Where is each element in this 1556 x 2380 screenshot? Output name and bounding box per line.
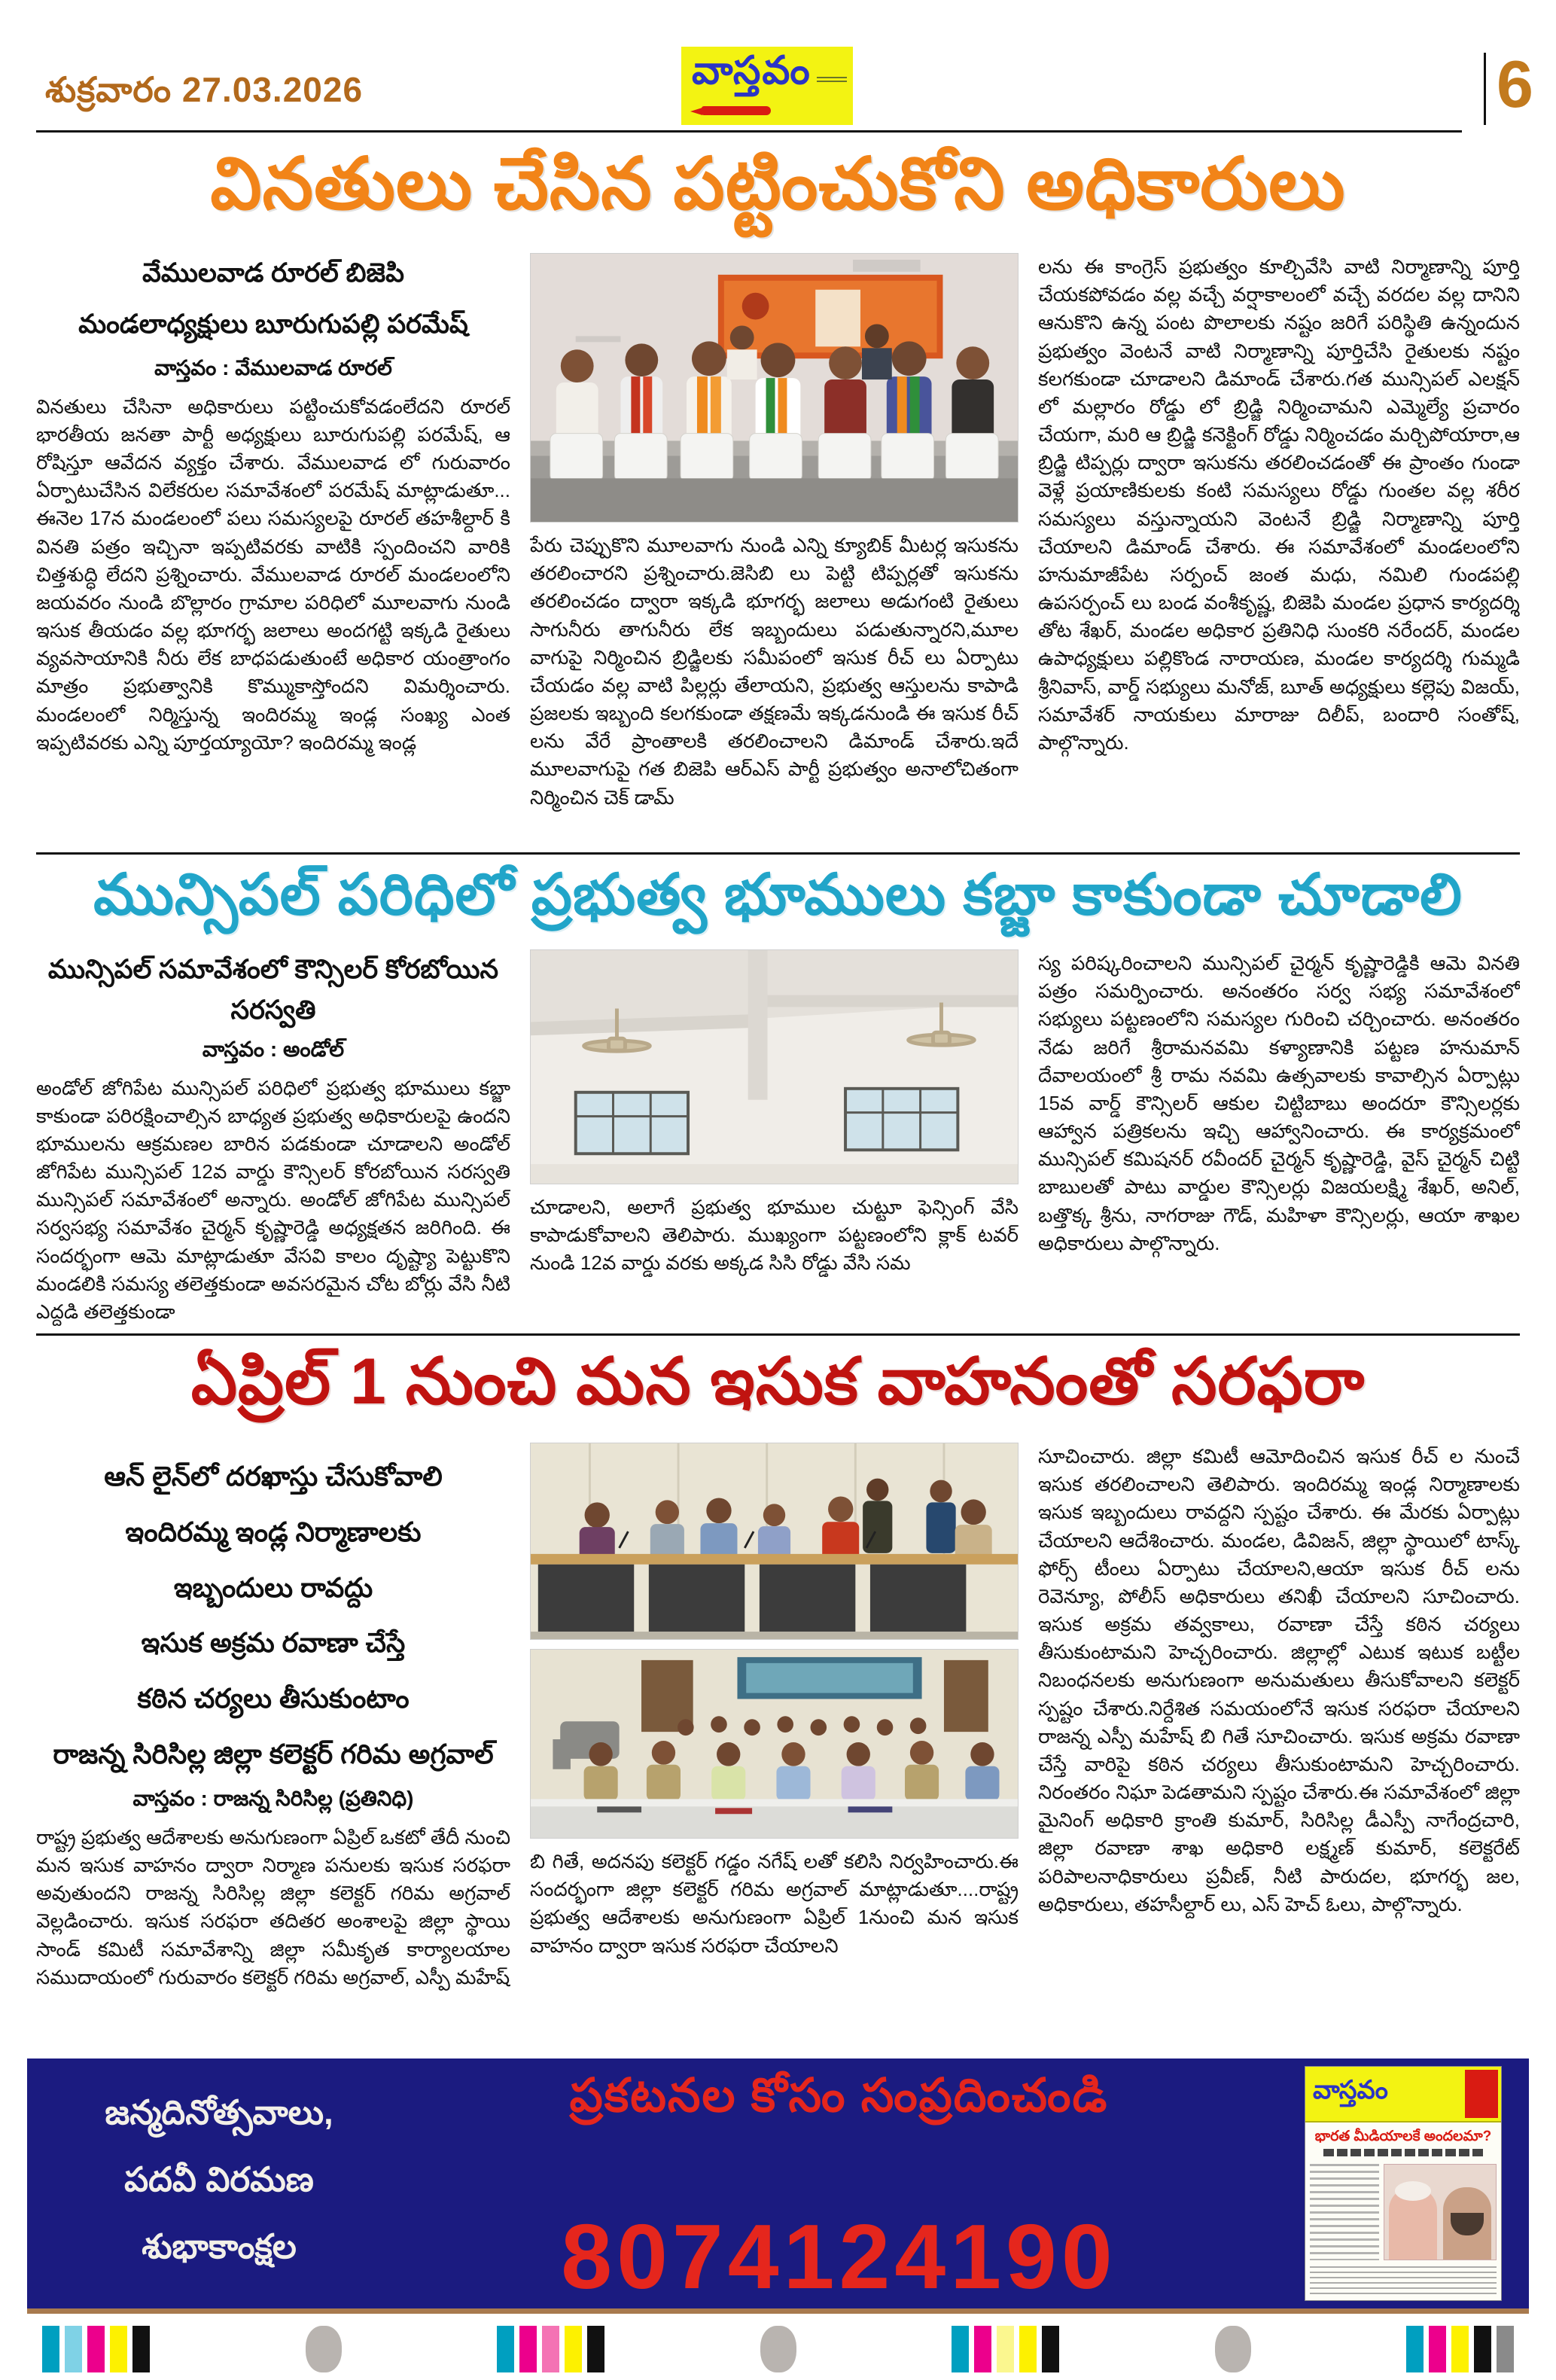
ad-center	[381, 2059, 1297, 2308]
article1-headline: వినతులు చేసిన పట్టించుకోని అధికారులు	[210, 144, 1346, 224]
article1-middle-column	[530, 253, 1019, 845]
article2-left-body: అండోల్ జోగిపేట మున్సిపల్ పరిధిలో ప్రభుత్వ భూములు కబ్జా కాకుండా పరిరక్షించాల్సిన బాధ్యత ప్రభుత్వ అధికారులపై ఉందని భూములను ఆక్రమణల బారిన పడకుండా చూడాలని అండోల్ జోగిపేట మున్సిపల్ 12వ వార్డు కౌన్సిలర్ కోరబోయిన సరస్వతి మున్సిపల్ సమావేశంలో అన్నారు. అండోల్ జోగిపేట మున్సిపల్ సర్వసభ్య సమావేశం చైర్మన్ కృష్ణారెడ్డి అధ్యక్షతన జరిగింది. ఈ సందర్భంగా ఆమె మాట్లాడుతూ వేసవి కాలం దృష్ట్యా పెట్టుకొని మండలికి సమస్య తలెత్తకుండా అవసరమైన చోట బోర్లు వేసి నీటి ఎద్దడి తలెత్తకుండా	[36, 1076, 510, 1323]
article1-dateline: వాస్తవం : వేములవాడ రూరల్	[154, 355, 392, 379]
article3-headline: ఏప్రిల్ 1 నుంచి మన ఇసుక వాహనంతో సరఫరా	[190, 1345, 1366, 1419]
article2-middle-body: చూడాలని, అలాగే ప్రభుత్వ భూముల చుట్టూ ఫెన్సింగ్ వేసి కాపాడుకోవాలని తెలిపారు. ముఖ్యంగా పట్టణంలోని క్లాక్ టవర్ నుండి 12వ వార్డు వరకు అక్కడ సిసి రోడ్డు వేసి సమ	[530, 1196, 1019, 1275]
article2-right-column	[1038, 949, 1520, 1326]
article3-photo-top	[530, 1443, 1019, 1640]
masthead-title: వాస్తవం	[692, 49, 811, 93]
ad-line-1: జన్మదినోత్సవాలు,	[105, 2092, 333, 2132]
ad-line-3: శుభాకాంక్షల	[142, 2226, 297, 2266]
article3-left-body: రాష్ట్ర ప్రభుత్వ ఆదేశాలకు అనుగుణంగా ఏప్రిల్ ఒకటో తేదీ నుంచి మన ఇసుక వాహనం ద్వారా నిర్మాణ పనులకు ఇసుక సరఫరా అవుతుందని రాజన్న సిరిసిల్ల జిల్లా కలెక్టర్ గరిమ అగ్రవాల్ వెల్లడించారు. ఇసుక సరఫరా తదితర అంశాలపై జిల్లా స్థాయి సాండ్ కమిటీ సమావేశాన్ని జిల్లా సమీకృత కార్యాలయాల సముదాయంలో గురువారం కలెక్టర్ గరిమ అగ్రవాల్, ఎస్పీ మహేష్	[36, 1825, 510, 1988]
mini-paper-title: వాస్తవం	[1313, 2076, 1388, 2105]
article2-right-body: స్య పరిష్కరించాలని మున్సిపల్ చైర్మన్ కృష్ణారెడ్డికి ఆమె వినతి పత్రం సమర్పించారు. అనంతరం సర్వ సభ్య సమావేశంలో సభ్యులు పట్టణంలోని సమస్యల గురించి చర్చించారు. అనంతరం నేడు జరిగే శ్రీరామనవమి కళ్యాణానికి పట్టణ హనుమాన్ దేవాలయంలో శ్రీ రామ నవమి ఉత్సవాలకు కావాల్సిన ఏర్పాట్లు 15వ వార్డ్ కౌన్సిలర్ ఆకుల చిట్టిబాబు అందరూ కౌన్సిలర్లకు ఆహ్వాన పత్రికలను ఇచ్చి ఆహ్వానించారు. ఈ కార్యక్రమంలో మున్సిపల్ కమిషనర్ రవీందర్ చైర్మన్ కృష్ణారెడ్డి, వైస్ చైర్మన్ చిట్టి బాబులతో పాటు వార్డుల కౌన్సిలర్లు విజయలక్ష్మి శేఖర్, అనిల్, బత్తొక్క శ్రీను, నాగరాజు గౌడ్, మహిళా కౌన్సిలర్లు, ఆయా శాఖల అధికారులు పాల్గొన్నారు.	[1038, 952, 1520, 1254]
article3-photo-bottom	[530, 1649, 1019, 1839]
article1-middle-body: పేరు చెప్పుకొని మూలవాగు నుండి ఎన్ని క్యూబిక్ మీటర్ల ఇసుకను తరలించారని ప్రశ్నించారు.జెసిబి లు పెట్టి టిప్పర్లతో ఇసుకను తరలించడం ద్వారా ఇక్కడి భూగర్భ జలాలు అడుగంటి రైతులు సాగునీరు తాగునీరు లేక ఇబ్బందులు పడుతున్నారని,మూల వాగుపై నిర్మించిన బ్రిడ్జిలకు సమీపంలో ఇసుక రీచ్ లు ఏర్పాటు చేయడం వల్ల వాటి పిల్లర్లు తేలాయని, ప్రభుత్వ ఆస్తులను కాపాడి ప్రజలకు ఇబ్బంది కలగకుండా తక్షణమే ఇక్కడనుండి ఈ ఇసుక రీచ్ లను వేరే ప్రాంతాలకి తరలించాలని డిమాండ్ చేశారు.ఇదే మూలవాగుపై గత బిజెపి ఆర్ఎస్ పార్టీ ప్రభుత్వం అనాలోచితంగా నిర్మించిన చెక్ డామ్	[530, 534, 1019, 809]
quote-line: కఠిన చర్యలు తీసుకుంటాం	[137, 1683, 410, 1714]
mini-paper-text-column	[1310, 2164, 1379, 2260]
article3-middle-body: బి గితే, అదనపు కలెక్టర్ గడ్డం నగేష్ లతో కలిసి నిర్వహించారు.ఈ సందర్భంగా జిల్లా కలెక్టర్ గరిమ అగ్రవాల్ మాట్లాడుతూ....రాష్ట్ర ప్రభుత్వ ఆదేశాలకు అనుగుణంగా ఏప్రిల్ 1నుంచి మన ఇసుక వాహనం ద్వారా ఇసుక సరఫరా చేయాలని	[530, 1850, 1019, 1957]
revanth-face	[1443, 2187, 1491, 2260]
ad-phone-number: 8074124190	[561, 2205, 1117, 2308]
mini-paper-corner-box	[1465, 2070, 1498, 2118]
article3-left-column	[36, 1443, 510, 2045]
meeting-audience-photo-illustration	[531, 1650, 1018, 1838]
divider-rule-1	[36, 852, 1520, 855]
quote-line: ఆన్ లైన్‌లో దరఖాస్తు చేసుకోవాలి	[104, 1461, 443, 1492]
cmyk-bar-group	[1406, 2326, 1514, 2372]
article2-headline: మున్సిపల్ పరిధిలో ప్రభుత్వ భూములు కబ్జా కాకుండా చూడాలి	[93, 863, 1463, 927]
mini-paper-headline: భారత మీడియాలకే అందలమా?	[1314, 2129, 1492, 2145]
edition-date: శుక్రవారం 27.03.2026	[45, 70, 364, 109]
cmyk-bar-group	[497, 2326, 604, 2372]
print-calibration-strip	[0, 2314, 1556, 2372]
mini-paper-body	[1305, 2159, 1501, 2265]
article3-dateline: వాస్తవం : రాజన్న సిరిసిల్ల (ప్రతినిధి)	[132, 1786, 414, 1810]
ad-bottom-rule	[27, 2308, 1529, 2314]
header-rule	[36, 130, 1462, 133]
article1-left-body: వినతులు చేసినా అధికారులు పట్టించుకోవడంలేదని రూరల్ భారతీయ జనతా పార్టీ అధ్యక్షులు బూరుగుపల్లి పరమేష్, ఆ రోషిస్తూ ఆవేదన వ్యక్తం చేశారు. వేములవాడ లో గురువారం ఏర్పాటుచేసిన విలేకరుల సమావేశంలో పరమేష్ మాట్లాడుతూ... ఈనెల 17న మండలంలో పలు సమస్యలపై రూరల్ తహశీల్దార్ కి వినతి పత్రం ఇచ్చినా ఇప్పటివరకు వాటికి స్పందించని వారికి చిత్తశుద్ధి లేదని ప్రశ్నించారు. వేములవాడ రూరల్ మండలంలోని జయవరం నుండి బొల్లారం గ్రామాల పరిధిలో మూలవాగు నుండి ఇసుక తీయడం వల్ల భూగర్భ జలాలు అందగట్టి ఇక్కడి రైతులు వ్యవసాయానికి నీరు లేక బాధపడుతుంటే అధికార యంత్రాంగం మాత్రం ప్రభుత్వానికి కొమ్ముకాస్తోందని విమర్శించారు. మండలంలో నిర్మిస్తున్న ఇందిరమ్మ ఇండ్ల సంఖ్య ఎంత ఇప్పటివరకు ఎన్ని పూర్తయ్యాయో? ఇందిరమ్మ ఇండ్ల	[36, 395, 510, 754]
article3-right-body: సూచించారు. జిల్లా కమిటీ ఆమోదించిన ఇసుక రీచ్ ల నుంచే ఇసుక తరలించాలని తెలిపారు. ఇందిరమ్మ ఇండ్ల నిర్మాణాలకు ఇసుక ఇబ్బందులు రావద్దని స్పష్టం చేశారు. ఈ మేరకు ఏర్పాట్లు చేయాలని ఆదేశించారు. మండల, డివిజన్, జిల్లా స్థాయిలో టాస్క్ ఫోర్స్ టీంలు ఏర్పాటు చేయాలని,ఆయా ఇసుక రీచ్ లను రెవెన్యూ, పోలీస్ అధికారులు తనిఖీ చేయాలని సూచించారు. ఇసుక అక్రమ తవ్వకాలు, రవాణా చేస్తే కఠిన చర్యలు తీసుకుంటామని హెచ్చరించారు. జిల్లాల్లో ఎటుక ఇటుక బట్టీల నిబంధనలకు అనుగుణంగా అనుమతులు తీసుకోవాలని కలెక్టర్ స్పష్టం చేశారు.నిర్దేశిత సమయంలోనే ఇసుక సరఫరా చేయాలని రాజన్న ఎస్పీ మహేష్ బి గితే సూచించారు. ఇసుక అక్రమ రవాణా చేస్తే వారిపై కఠిన చర్యలు తీసుకుంటామని హెచ్చరించారు. నిరంతరం నిఘా పెడతామని స్పష్టం చేశారు.ఈ సమావేశంలో జిల్లా మైనింగ్ అధికారి క్రాంతి కుమార్, సిరిసిల్ల డీఎస్పీ నాగేంద్రచారి, జిల్లా రవాణా శాఖ అధికారి లక్ష్మణ్ కుమార్, కలెక్టరేట్ పరిపాలనాధికారులు ప్రవీణ్, నీటి పారుదల, భూగర్భ జల, అధికారులు, తహసీల్దార్ లు, ఎస్ హెచ్ ఓలు, పాల్గొన్నారు.	[1038, 1445, 1520, 1915]
article2-photo	[530, 949, 1019, 1184]
mini-paper-subhead-lines	[1323, 2149, 1483, 2156]
page-header	[0, 0, 1556, 133]
mini-paper-footer-lines	[1310, 2266, 1497, 2296]
article1-left-column	[36, 253, 510, 845]
article2-middle-column	[530, 949, 1019, 1326]
article1-subhead-2: మండలాధ్యక్షులు బూరుగుపల్లి పరమేష్	[78, 309, 468, 340]
article2-left-column	[36, 949, 510, 1326]
article3-quote-block	[36, 1449, 510, 1782]
ad-left-text	[27, 2059, 381, 2308]
mini-paper-photos	[1384, 2164, 1497, 2260]
page-number-block	[1484, 47, 1533, 125]
ad-line-2: పదవీ విరమణ	[124, 2159, 314, 2199]
cmyk-bar-group	[952, 2326, 1059, 2372]
mini-paper-masthead	[1305, 2067, 1501, 2122]
article1-right-body: లను ఈ కాంగ్రెస్ ప్రభుత్వం కూల్చివేసి వాటి నిర్మాణాన్ని పూర్తి చేయకపోవడం వల్ల వచ్చే వర్షాకాలంలో వచ్చే వరదల వల్ల దానిని ఆనుకొని ఉన్న పంట పొలాలకు నష్టం జరిగే పరిస్థితి ఉన్నందున ప్రభుత్వం వెంటనే వాటి నిర్మాణాన్ని పూర్తిచేసి రైతులకు నష్టం కలగకుండా చూడాలని డిమాండ్ చేశారు.గత మున్సిపల్ ఎలక్షన్ లో మల్లారం రోడ్డు లో బ్రిడ్జి నిర్మించామని ఎమ్మెల్యే ప్రచారం చేయగా, మరి ఆ బ్రిడ్జి కనెక్టింగ్ రోడ్డు నిర్మించడం మర్చిపోయారా,ఆ బ్రిడ్జి టిప్పర్లు ద్వారా ఇసుకను తరలించడంతో ఈ ప్రాంతం గుండా వెళ్లే ప్రయాణికులకు కంటి సమస్యలు రోడ్డు గుంతల వల్ల శరీర సమస్యలు వస్తున్నాయని వెంటనే బ్రిడ్జి నిర్మాణాన్ని పూర్తి చేయాలని డిమాండ్ చేశారు. ఈ సమావేశంలో మండలంలోని హనుమాజీపేట సర్పంచ్ జంత మధు, నమిలి గుండపల్లి ఉపసర్పంచ్ లు బండ వంశీకృష్ణ, బిజెపి మండల ప్రధాన కార్యదర్శి తోట శేఖర్, మండల అధికార ప్రతినిధి సుంకరి నరేందర్, మండల ఉపాధ్యక్షులు పల్లికొండ నారాయణ, మండల కార్యదర్శి గుమ్మడి శ్రీనివాస్, వార్డ్ సభ్యులు మనోజ్, బూత్ అధ్యక్షులు కల్లెపు విజయ్, సమావేశర్ నాయకులు మారాజు దిలీప్, బందారి సంతోష్, పాల్గొన్నారు.	[1038, 255, 1520, 754]
quote-line: ఇసుక అక్రమ రవాణా చేస్తే	[141, 1627, 406, 1659]
article1-photo	[530, 253, 1019, 523]
advertisement-banner	[27, 2059, 1529, 2308]
ad-heading: ప్రకటనల కోసం సంప్రదించండి	[569, 2070, 1109, 2122]
article2-subhead: మున్సిపల్ సమావేశంలో కౌన్సిలర్ కోరబోయిన సరస్వతి	[47, 955, 499, 1025]
gray-oval-mark	[306, 2326, 342, 2372]
page-number-divider	[1484, 53, 1486, 125]
cmyk-bar-group	[42, 2326, 150, 2372]
quote-line: ఇందిరమ్మ ఇండ్ల నిర్మాణాలకు	[125, 1516, 422, 1547]
kcr-face	[1389, 2187, 1437, 2260]
masthead-small-text	[817, 77, 847, 84]
article2-dateline: వాస్తవం : అండోల్	[202, 1037, 345, 1061]
gray-oval-mark	[760, 2326, 796, 2372]
masthead-logo	[681, 47, 853, 125]
article2	[0, 945, 1556, 1326]
gray-oval-mark	[1215, 2326, 1251, 2372]
quote-line: ఇబ్బందులు రావద్దు	[173, 1571, 373, 1603]
quote-line: రాజన్న సిరిసిల్ల జిల్లా కలెక్టర్ గరిమ అగ్రవాల్	[53, 1739, 494, 1770]
divider-rule-2	[36, 1333, 1520, 1336]
mini-newspaper-image	[1305, 2066, 1502, 2301]
article1-right-column	[1038, 253, 1520, 845]
hall-interior-photo-illustration	[531, 950, 1018, 1184]
article1	[0, 248, 1556, 845]
article3	[0, 1438, 1556, 2045]
bjp-meeting-photo-illustration	[531, 254, 1018, 522]
article3-middle-column	[530, 1443, 1019, 2045]
collector-dais-photo-illustration	[531, 1443, 1018, 1639]
article3-right-column	[1038, 1443, 1520, 2045]
pen-icon	[690, 105, 781, 116]
page-number: 6	[1497, 47, 1533, 121]
article1-subhead-1: వేములవాడ రూరల్ బిజెపి	[142, 258, 405, 288]
